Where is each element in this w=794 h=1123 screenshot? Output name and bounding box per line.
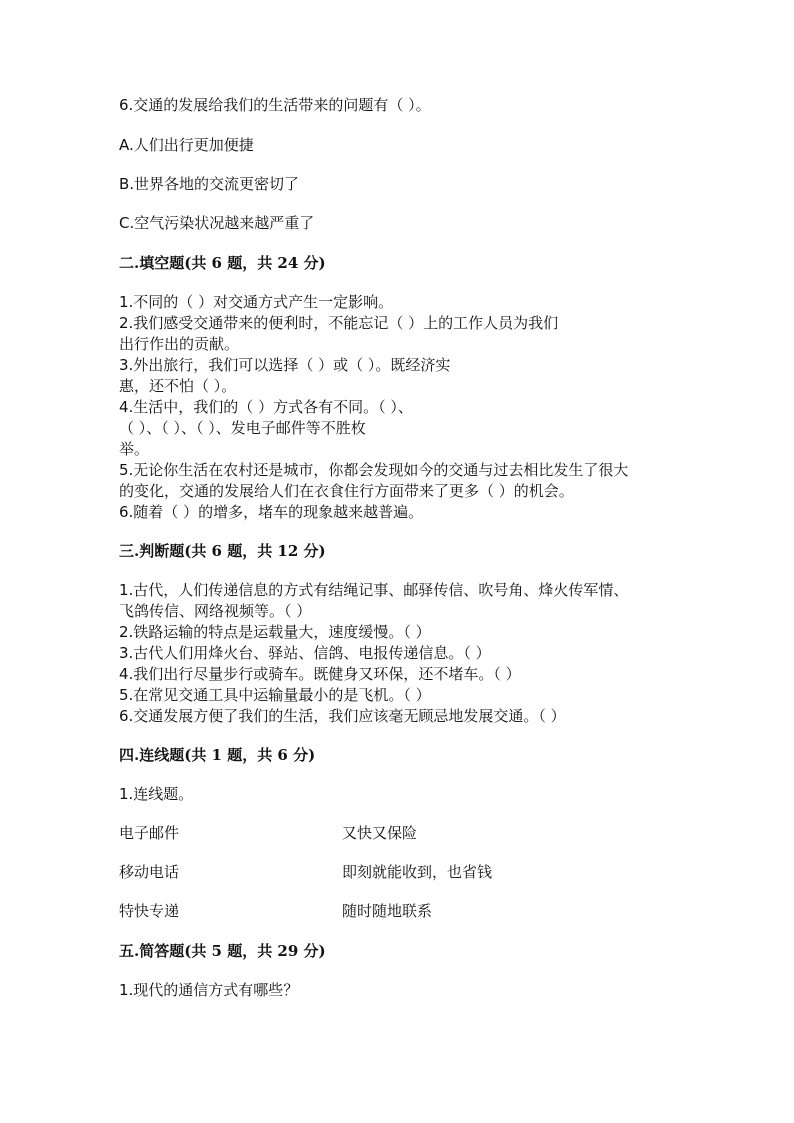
judge-line: 6.交通发展方便了我们的生活，我们应该毫无顾忌地发展交通。（ ） <box>119 707 566 725</box>
judge-line: 2.铁路运输的特点是运载量大，速度缓慢。（ ） <box>119 623 431 641</box>
fill-line: 惠，还不怕（ ）。 <box>119 377 237 395</box>
judge-line: 1.古代，人们传递信息的方式有结绳记事、邮驿传信、吹号角、烽火传军情、 <box>119 581 629 599</box>
section-2-heading: 二.填空题(共 6 题，共 24 分) <box>119 254 326 272</box>
short-answer-question: 1.现代的通信方式有哪些？ <box>119 981 299 999</box>
fill-line: 的变化，交通的发展给人们在衣食住行方面带来了更多（ ）的机会。 <box>119 482 574 500</box>
match-right-item: 随时随地联系 <box>342 902 433 920</box>
fill-line: 2.我们感受交通带来的便利时，不能忘记（ ）上的工作人员为我们 <box>119 314 559 332</box>
section-5-heading: 五.简答题(共 5 题，共 29 分) <box>119 942 326 960</box>
fill-line: 举。 <box>119 440 150 458</box>
match-left-item: 移动电话 <box>119 863 180 881</box>
section-3-heading: 三.判断题(共 6 题，共 12 分) <box>119 542 326 560</box>
fill-line: 出行作出的贡献。 <box>119 335 240 353</box>
option-c: C.空气污染状况越来越严重了 <box>119 214 315 232</box>
judge-line: 4.我们出行尽量步行或骑车。既健身又环保，还不堵车。（ ） <box>119 665 521 683</box>
section-4-heading: 四.连线题(共 1 题，共 6 分) <box>119 746 316 764</box>
option-a: A.人们出行更加便捷 <box>119 136 254 154</box>
fill-line: 3.外出旅行，我们可以选择（ ）或（ ）。既经济实 <box>119 356 451 374</box>
match-right-item: 又快又保险 <box>342 824 418 842</box>
judge-line: 3.古代人们用烽火台、驿站、信鸽、电报传递信息。（ ） <box>119 644 491 662</box>
question-6-stem: 6.交通的发展给我们的生活带来的问题有（ ）。 <box>119 96 431 114</box>
fill-line: 1.不同的（ ）对交通方式产生一定影响。 <box>119 293 394 311</box>
judge-line: 飞鸽传信、网络视频等。（ ） <box>119 602 312 620</box>
fill-line: （ ）、（ ）、（ ）、发电子邮件等不胜枚 <box>119 419 366 437</box>
match-right-item: 即刻就能收到，也省钱 <box>342 863 493 881</box>
judge-line: 5.在常见交通工具中运输量最小的是飞机。（ ） <box>119 686 431 704</box>
match-left-item: 电子邮件 <box>119 824 180 842</box>
match-left-item: 特快专递 <box>119 902 180 920</box>
fill-line: 4.生活中，我们的（ ）方式各有不同。（ ）、 <box>119 398 413 416</box>
matching-prompt: 1.连线题。 <box>119 785 194 803</box>
option-b: B.世界各地的交流更密切了 <box>119 175 300 193</box>
fill-line: 6.随着（ ）的增多，堵车的现象越来越普遍。 <box>119 503 424 521</box>
fill-line: 5.无论你生活在农村还是城市，你都会发现如今的交通与过去相比发生了很大 <box>119 461 629 479</box>
